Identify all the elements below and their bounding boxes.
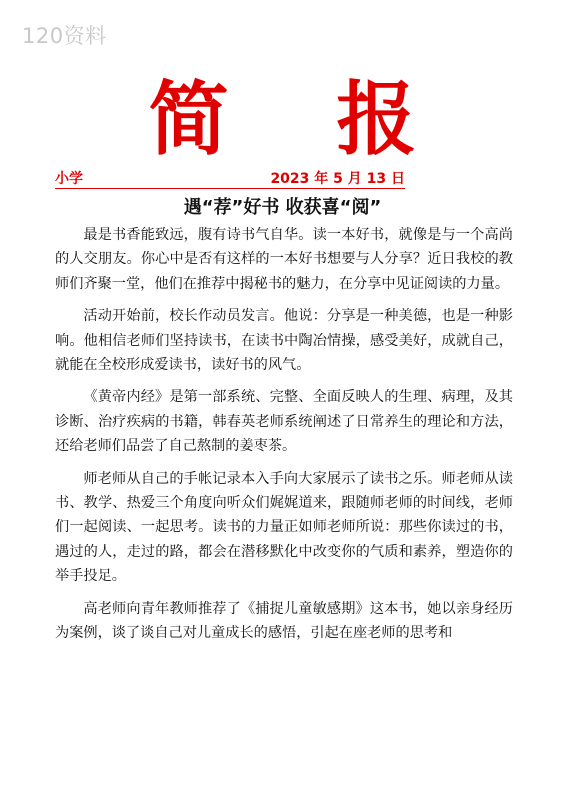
paragraph: 高老师向青年教师推荐了《捕捉儿童敏感期》这本书，她以亲身经历为案例，谈了谈自己对儿童成长的感悟，引起在座老师的思考和: [55, 600, 513, 642]
paragraph: 师老师从自己的手帐记录本入手向大家展示了读书之乐。师老师从读书、教学、热爱三个角度向听众们娓娓道来，跟随师老师的时间线，老师们一起阅读、一起思考。读书的力量正如师老师所说：那些你读过的书，遇过的人，走过的路，都会在潜移默化中改变你的气质和素养，塑造你的举手投足。: [55, 470, 513, 585]
watermark-text: 120资料: [22, 24, 107, 48]
paragraph: 活动开始前，校长作动员发言。他说：分享是一种美德，也是一种影响。他相信老师们坚持读书，在读书中陶冶情操，感受美好，成就自己，就能在全校形成爱读书，读好书的风气。: [55, 308, 513, 374]
paragraph: 《黄帝内经》是第一部系统、完整、全面反映人的生理、病理，及其诊断、治疗疾病的书籍，韩春英老师系统阐述了日常养生的理论和方法，还给老师们品尝了自己熬制的姜枣茶。: [55, 389, 513, 455]
date-label: 2023 年 5 月 13 日: [270, 171, 405, 187]
article-title: 遇“荐”好书 收获喜“阅”: [183, 197, 382, 218]
header-meta-row: [55, 168, 405, 189]
article-body: [55, 223, 513, 654]
paragraph: 最是书香能致远，腹有诗书气自华。读一本好书，就像是与一个高尚的人交朋友。你心中是否有这样的一本好书想要与人分享？近日我校的教师们齐聚一堂，他们在推荐中揭秘书的魅力，在分享中见证阅读的力量。: [55, 227, 513, 292]
school-label: 小学: [55, 171, 83, 187]
page-title: 简 报: [148, 73, 457, 166]
